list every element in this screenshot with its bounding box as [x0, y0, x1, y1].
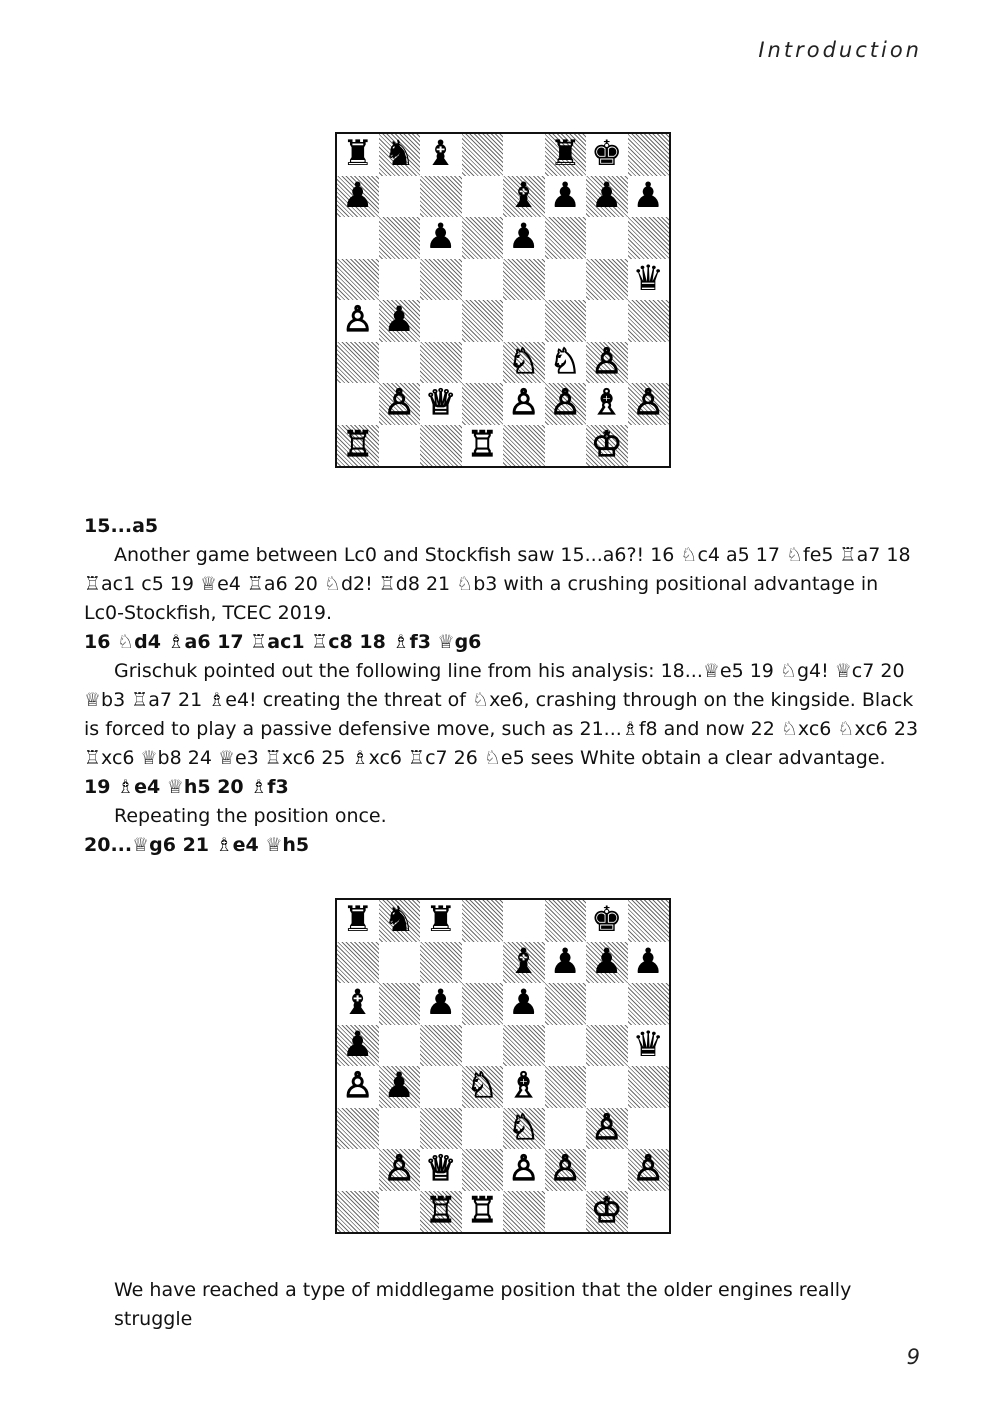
- board-square: [337, 176, 379, 218]
- black-piece-icon: ♟: [591, 941, 623, 982]
- black-piece-icon: ♞: [383, 134, 415, 175]
- white-piece-icon: ♘: [466, 1066, 498, 1107]
- black-piece-icon: ♝: [342, 983, 374, 1024]
- white-piece-icon: ♙: [383, 1149, 415, 1190]
- board-square: [420, 300, 462, 342]
- black-piece-icon: ♛: [632, 1024, 664, 1065]
- black-piece-icon: ♟: [508, 983, 540, 1024]
- board-square: [337, 425, 379, 467]
- white-piece-icon: ♙: [549, 383, 581, 424]
- board-square: [337, 383, 379, 425]
- board-square: [462, 1191, 504, 1233]
- black-piece-icon: ♚: [591, 900, 623, 941]
- board-square: [545, 942, 587, 984]
- board-square: [462, 300, 504, 342]
- commentary-block: [84, 512, 920, 860]
- board-square: [379, 1025, 421, 1067]
- black-piece-icon: ♜: [425, 900, 457, 941]
- board-square: [586, 300, 628, 342]
- board-square: [462, 983, 504, 1025]
- board-square: [420, 1191, 462, 1233]
- board-square: [462, 425, 504, 467]
- board-square: [379, 1066, 421, 1108]
- board-square: [628, 1108, 670, 1150]
- board-square: [586, 942, 628, 984]
- board-square: [379, 1191, 421, 1233]
- white-piece-icon: ♙: [549, 1149, 581, 1190]
- board-square: [586, 1191, 628, 1233]
- board-square: [545, 383, 587, 425]
- board-square: [420, 1066, 462, 1108]
- board-square: [545, 300, 587, 342]
- board-square: [586, 1025, 628, 1067]
- board-square: [545, 259, 587, 301]
- black-piece-icon: ♚: [591, 134, 623, 175]
- board-square: [337, 983, 379, 1025]
- board-square: [503, 383, 545, 425]
- board-square: [628, 1025, 670, 1067]
- board-square: [628, 217, 670, 259]
- board-square: [545, 1108, 587, 1150]
- black-piece-icon: ♟: [425, 217, 457, 258]
- board-square: [379, 134, 421, 176]
- black-piece-icon: ♟: [549, 175, 581, 216]
- board-square: [503, 300, 545, 342]
- chess-diagram-1: [335, 132, 671, 468]
- black-piece-icon: ♟: [549, 941, 581, 982]
- board-square: [503, 176, 545, 218]
- board-square: [337, 1066, 379, 1108]
- board-square: [545, 176, 587, 218]
- board-square: [503, 1108, 545, 1150]
- board-square: [503, 1025, 545, 1067]
- white-piece-icon: ♙: [632, 1149, 664, 1190]
- board-square: [586, 383, 628, 425]
- board-square: [628, 1191, 670, 1233]
- board-square: [420, 983, 462, 1025]
- board-square: [420, 942, 462, 984]
- board-square: [545, 900, 587, 942]
- board-square: [503, 134, 545, 176]
- white-piece-icon: ♘: [549, 341, 581, 382]
- board-square: [586, 134, 628, 176]
- black-piece-icon: ♛: [632, 258, 664, 299]
- board-square: [503, 942, 545, 984]
- white-piece-icon: ♙: [591, 341, 623, 382]
- board-square: [628, 983, 670, 1025]
- page-number: 9: [906, 1345, 920, 1369]
- white-piece-icon: ♖: [342, 424, 374, 465]
- board-square: [586, 342, 628, 384]
- white-piece-icon: ♙: [342, 300, 374, 341]
- board-square: [337, 942, 379, 984]
- white-piece-icon: ♙: [632, 383, 664, 424]
- black-piece-icon: ♟: [383, 300, 415, 341]
- board-square: [337, 1108, 379, 1150]
- move-heading: 16 ♘d4 ♗a6 17 ♖ac1 ♖c8 18 ♗f3 ♕g6: [84, 631, 482, 653]
- board-square: [379, 300, 421, 342]
- board-square: [503, 1191, 545, 1233]
- board-square: [503, 900, 545, 942]
- board-square: [545, 1149, 587, 1191]
- board-square: [379, 942, 421, 984]
- board-square: [628, 300, 670, 342]
- board-square: [628, 134, 670, 176]
- board-square: [420, 259, 462, 301]
- white-piece-icon: ♔: [591, 1190, 623, 1231]
- black-piece-icon: ♟: [632, 941, 664, 982]
- black-piece-icon: ♞: [383, 900, 415, 941]
- board-square: [503, 342, 545, 384]
- board-square: [379, 900, 421, 942]
- board-square: [628, 1149, 670, 1191]
- board-square: [462, 259, 504, 301]
- board-square: [503, 425, 545, 467]
- board-square: [545, 1025, 587, 1067]
- move-heading: 15...a5: [84, 515, 159, 537]
- board-square: [628, 342, 670, 384]
- black-piece-icon: ♜: [342, 900, 374, 941]
- black-piece-icon: ♜: [342, 134, 374, 175]
- board-square: [462, 1066, 504, 1108]
- board-square: [462, 1025, 504, 1067]
- board-square: [628, 900, 670, 942]
- closing-paragraph: We have reached a type of middlegame position that the older engines really struggle: [114, 1279, 852, 1330]
- board-square: [545, 342, 587, 384]
- board-square: [503, 259, 545, 301]
- board-square: [503, 1149, 545, 1191]
- board-square: [379, 259, 421, 301]
- board-square: [337, 134, 379, 176]
- board-square: [379, 425, 421, 467]
- board-square: [545, 217, 587, 259]
- board-square: [379, 176, 421, 218]
- board-square: [462, 342, 504, 384]
- board-square: [379, 983, 421, 1025]
- board-square: [420, 176, 462, 218]
- board-square: [420, 383, 462, 425]
- board-square: [420, 1108, 462, 1150]
- board-square: [462, 900, 504, 942]
- board-square: [586, 1108, 628, 1150]
- board-square: [337, 342, 379, 384]
- board-square: [545, 134, 587, 176]
- board-square: [462, 134, 504, 176]
- black-piece-icon: ♟: [342, 1024, 374, 1065]
- white-piece-icon: ♖: [466, 1190, 498, 1231]
- board-square: [420, 217, 462, 259]
- board-square: [462, 176, 504, 218]
- white-piece-icon: ♙: [591, 1107, 623, 1148]
- board-square: [337, 217, 379, 259]
- board-square: [545, 983, 587, 1025]
- white-piece-icon: ♙: [383, 383, 415, 424]
- board-square: [420, 900, 462, 942]
- white-piece-icon: ♘: [508, 341, 540, 382]
- black-piece-icon: ♝: [508, 941, 540, 982]
- board-square: [545, 425, 587, 467]
- board-square: [503, 983, 545, 1025]
- black-piece-icon: ♜: [549, 134, 581, 175]
- board-square: [420, 1149, 462, 1191]
- white-piece-icon: ♘: [508, 1107, 540, 1148]
- board-square: [586, 1066, 628, 1108]
- black-piece-icon: ♟: [591, 175, 623, 216]
- white-piece-icon: ♗: [591, 383, 623, 424]
- white-piece-icon: ♕: [425, 1149, 457, 1190]
- white-piece-icon: ♕: [425, 383, 457, 424]
- paragraph: Another game between Lc0 and Stockfish saw 15...a6?! 16 ♘c4 a5 17 ♘fe5 ♖a7 18 ♖ac1 c5 19 ♕e4 ♖a6 20 ♘d2! ♖d8 21 ♘b3 with a crushing positional advantage in Lc0-Stockfish, TCEC 2019.: [84, 544, 911, 624]
- board-square: [462, 1108, 504, 1150]
- board-square: [420, 342, 462, 384]
- white-piece-icon: ♙: [508, 1149, 540, 1190]
- paragraph: Grischuk pointed out the following line from his analysis: 18...♕e5 19 ♘g4! ♕c7 20 ♕b3 ♖a7 21 ♗e4! creating the threat of ♘xe6, crashing through on the kingside. Black is forced to play a passive defensive move, such as 21...♗f8 and now 22 ♘xc6 ♘xc6 23 ♖xc6 ♕b8 24 ♕e3 ♖xc6 25 ♗xc6 ♖c7 26 ♘e5 sees White obtain a clear advantage.: [84, 660, 919, 769]
- board-square: [586, 983, 628, 1025]
- white-piece-icon: ♙: [342, 1066, 374, 1107]
- board-square: [545, 1066, 587, 1108]
- board-square: [545, 1191, 587, 1233]
- move-heading: 19 ♗e4 ♕h5 20 ♗f3: [84, 776, 289, 798]
- board-square: [379, 342, 421, 384]
- board-square: [337, 259, 379, 301]
- black-piece-icon: ♟: [425, 983, 457, 1024]
- board-square: [628, 383, 670, 425]
- black-piece-icon: ♝: [425, 134, 457, 175]
- board-square: [379, 1108, 421, 1150]
- board-square: [628, 1066, 670, 1108]
- board-square: [462, 1149, 504, 1191]
- board-square: [337, 1025, 379, 1067]
- board-square: [337, 300, 379, 342]
- running-title: Introduction: [758, 38, 922, 62]
- board-square: [586, 1149, 628, 1191]
- black-piece-icon: ♟: [508, 217, 540, 258]
- black-piece-icon: ♟: [632, 175, 664, 216]
- board-square: [586, 217, 628, 259]
- board-square: [586, 176, 628, 218]
- white-piece-icon: ♖: [466, 424, 498, 465]
- chess-diagram-2: [335, 898, 671, 1234]
- white-piece-icon: ♙: [508, 383, 540, 424]
- board-square: [379, 217, 421, 259]
- black-piece-icon: ♟: [383, 1066, 415, 1107]
- black-piece-icon: ♟: [342, 175, 374, 216]
- move-heading: 20...♕g6 21 ♗e4 ♕h5: [84, 834, 310, 856]
- board-square: [628, 176, 670, 218]
- board-square: [628, 259, 670, 301]
- board-square: [337, 1149, 379, 1191]
- white-piece-icon: ♔: [591, 424, 623, 465]
- board-square: [462, 942, 504, 984]
- board-square: [420, 425, 462, 467]
- board-square: [462, 383, 504, 425]
- board-square: [586, 900, 628, 942]
- white-piece-icon: ♗: [508, 1066, 540, 1107]
- board-square: [586, 425, 628, 467]
- board-square: [586, 259, 628, 301]
- board-square: [503, 217, 545, 259]
- board-square: [628, 425, 670, 467]
- paragraph: Repeating the position once.: [114, 805, 387, 827]
- board-square: [379, 383, 421, 425]
- black-piece-icon: ♝: [508, 175, 540, 216]
- board-square: [420, 134, 462, 176]
- board-square: [379, 1149, 421, 1191]
- board-square: [337, 1191, 379, 1233]
- board-square: [337, 900, 379, 942]
- board-square: [462, 217, 504, 259]
- white-piece-icon: ♖: [425, 1190, 457, 1231]
- board-square: [420, 1025, 462, 1067]
- board-square: [628, 942, 670, 984]
- board-square: [503, 1066, 545, 1108]
